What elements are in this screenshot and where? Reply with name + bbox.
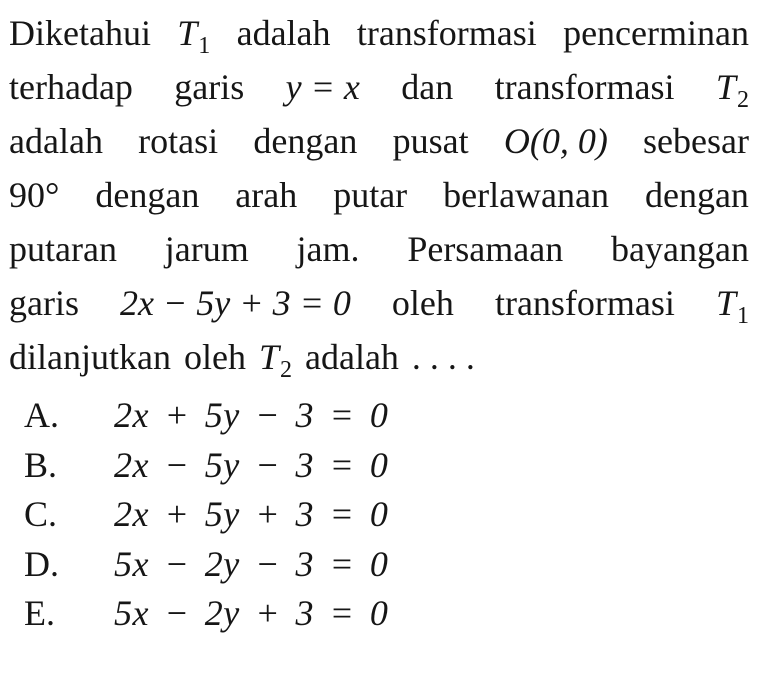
option-b[interactable] xyxy=(24,441,388,491)
math-symbol: O(0, 0) xyxy=(503,121,608,161)
option-equation: 2x − 5y − 3 = 0 xyxy=(114,444,389,485)
word-text: jarum xyxy=(164,229,249,269)
word-text: pusat xyxy=(392,121,469,161)
option-letter: C. xyxy=(24,494,58,534)
word xyxy=(611,222,749,276)
math-term xyxy=(716,276,749,343)
option-c[interactable] xyxy=(24,490,388,540)
math-symbol: 2x − 5y + 3 = 0 xyxy=(120,283,351,323)
word-text: terhadap xyxy=(9,67,133,107)
option-letter: E. xyxy=(24,593,55,633)
math-term xyxy=(286,60,360,114)
word-text: adalah xyxy=(9,121,103,161)
subscript: 1 xyxy=(198,33,211,59)
answer-options xyxy=(24,391,388,639)
word xyxy=(253,114,357,168)
word-text: bayangan xyxy=(611,229,749,269)
word xyxy=(645,168,749,222)
question-line xyxy=(9,6,749,60)
subscript: 1 xyxy=(736,303,749,329)
option-d[interactable] xyxy=(24,540,388,590)
word-text: garis xyxy=(9,283,79,323)
word xyxy=(9,60,133,114)
word xyxy=(9,114,103,168)
word xyxy=(407,222,563,276)
question-line xyxy=(9,114,749,168)
word xyxy=(9,6,151,60)
math-term xyxy=(504,114,608,168)
word-text: oleh xyxy=(391,283,454,323)
word-text: adalah xyxy=(304,337,399,377)
word xyxy=(95,168,199,222)
option-a[interactable] xyxy=(24,391,388,441)
word xyxy=(412,330,475,384)
word xyxy=(357,6,537,60)
question-line xyxy=(9,60,749,114)
word xyxy=(165,222,249,276)
word-text: Persamaan xyxy=(407,229,564,269)
word xyxy=(138,114,218,168)
word-text: jam. xyxy=(296,229,360,269)
word-text: dengan xyxy=(644,175,749,215)
word xyxy=(9,330,171,384)
word-text: . . . . xyxy=(411,337,475,377)
word xyxy=(443,168,609,222)
word-text: dengan xyxy=(95,175,200,215)
word xyxy=(495,60,675,114)
word-text: transformasi xyxy=(494,283,675,323)
option-equation: 2x + 5y + 3 = 0 xyxy=(114,494,389,534)
math-symbol: T xyxy=(715,67,736,107)
word-text: dilanjutkan xyxy=(9,337,171,377)
math-symbol: T xyxy=(715,283,736,323)
question-text xyxy=(9,6,749,384)
option-letter: A. xyxy=(24,395,59,435)
subscript: 2 xyxy=(736,87,749,113)
question-line xyxy=(9,330,749,384)
word xyxy=(643,114,749,168)
option-letter: D. xyxy=(24,543,59,584)
word xyxy=(9,222,117,276)
word-text: putaran xyxy=(9,229,117,269)
word xyxy=(305,330,399,384)
word-text: dan xyxy=(401,67,454,107)
question-line xyxy=(9,168,749,222)
word-text: transformasi xyxy=(494,67,675,107)
math-term xyxy=(120,276,351,330)
option-equation: 5x − 2y − 3 = 0 xyxy=(114,543,389,584)
word-text: sebesar xyxy=(643,121,749,161)
word-text: adalah xyxy=(236,13,331,53)
word-text: transformasi xyxy=(356,13,537,53)
word xyxy=(401,60,453,114)
word xyxy=(237,6,331,60)
word-text: 90° xyxy=(9,175,60,215)
word xyxy=(495,276,675,330)
word xyxy=(392,276,454,330)
word xyxy=(563,6,749,60)
question-line xyxy=(9,222,749,276)
option-equation: 2x + 5y − 3 = 0 xyxy=(114,395,389,435)
word xyxy=(174,60,244,114)
word-text: arah xyxy=(235,175,298,215)
word xyxy=(333,168,407,222)
word xyxy=(9,168,59,222)
word xyxy=(184,330,246,384)
word-text: Diketahui xyxy=(9,13,151,53)
word-text: pencerminan xyxy=(563,13,749,53)
word xyxy=(297,222,360,276)
word xyxy=(393,114,469,168)
option-letter: B. xyxy=(24,444,58,485)
word-text: dengan xyxy=(253,121,358,161)
question-line xyxy=(9,276,749,330)
word-text: rotasi xyxy=(138,121,219,161)
subscript: 2 xyxy=(279,357,292,383)
math-symbol: T xyxy=(258,337,279,377)
math-term xyxy=(259,330,292,397)
word xyxy=(235,168,297,222)
word-text: garis xyxy=(174,67,245,107)
math-symbol: y = x xyxy=(285,67,360,107)
option-e[interactable] xyxy=(24,589,388,639)
option-equation: 5x − 2y + 3 = 0 xyxy=(114,593,389,633)
word-text: oleh xyxy=(183,337,246,377)
word xyxy=(9,276,79,330)
math-symbol: T xyxy=(177,13,198,53)
word-text: putar xyxy=(333,175,408,215)
word-text: berlawanan xyxy=(443,175,610,215)
